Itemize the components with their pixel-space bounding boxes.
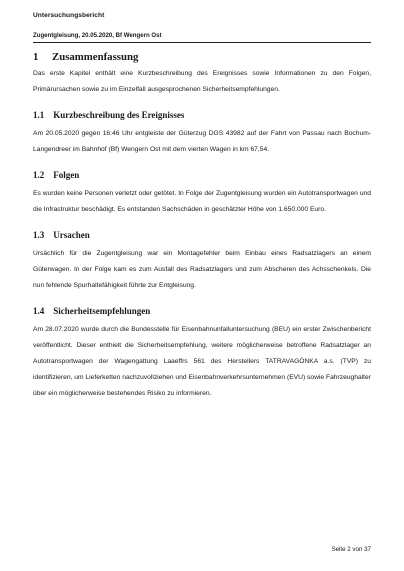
subsection-title: Sicherheitsempfehlungen [53, 306, 151, 316]
subsection-number: 1.2 [33, 170, 45, 180]
section-title: Zusammenfassung [52, 51, 139, 63]
header-divider [33, 42, 371, 43]
subsection-heading-1-4 [33, 304, 371, 319]
subsection-number: 1.4 [33, 306, 45, 316]
subsection-paragraph: Am 28.07.2020 wurde durch die Bundesstelle für Eisenbahnunfalluntersuchung (BEU) ein erster Zwischenbericht veröffentlicht. Dieser enthielt die Sicherheitsempfehlung, weitere möglicherweise betroffene Radsatzlager an Autotransportwagen der Wagengattung Laaeffrs 561 des Herstellers TATRAVAGÓNKA a.s. (TVP) zu identifizieren, um Lieferketten nachzuvollziehen und Eisenbahnverkehrsunternehmen (EVU) sowie Fahrzeughalter über ein möglicherweise bestehendes Risiko zu informieren. [33, 326, 371, 397]
section-paragraph: Das erste Kapitel enthält eine Kurzbeschreibung des Ereignisses sowie Informationen zu den Folgen, Primärursachen sowie zu im Einzelfall ausgesprochenen Sicherheitsempfehlungen. [33, 70, 371, 93]
subsection-heading-1-2 [33, 168, 371, 183]
section-number: 1 [33, 51, 39, 63]
report-subtitle: Zugentgleisung, 20.05.2020, Bf Wengern Ost [33, 32, 162, 39]
subsection-number: 1.1 [33, 110, 45, 120]
subsection-title: Folgen [53, 170, 80, 180]
subsection-number: 1.3 [33, 230, 45, 240]
section-heading-1 [33, 48, 371, 66]
subsection-title: Ursachen [53, 230, 90, 240]
page-number: Seite 2 von 37 [331, 546, 371, 553]
report-type: Untersuchungsbericht [33, 12, 105, 19]
document-body [33, 48, 371, 402]
subsection-title: Kurzbeschreibung des Ereignisses [53, 110, 185, 120]
subsection-paragraph: Es wurden keine Personen verletzt oder getötet. In Folge der Zugentgleisung wurden ein Autotransportwagen und die Infrastruktur beschädigt. Es entstanden Sachschäden in geschätzter Höhe von 1.650.000 Euro. [33, 190, 371, 213]
subsection-paragraph: Am 20.05.2020 gegen 16:46 Uhr entgleiste der Güterzug DGS 43982 auf der Fahrt von Passau nach Bochum-Langendreer im Bahnhof (Bf) Wengern Ost mit dem vierten Wagen in km 67,54. [33, 130, 371, 153]
subsection-heading-1-3 [33, 228, 371, 243]
subsection-heading-1-1 [33, 108, 371, 123]
subsection-paragraph: Ursächlich für die Zugentgleisung war ein Montagefehler beim Einbau eines Radsatzlagers an einem Güterwagen. In der Folge kam es zum Ausfall des Radsatzlagers und zum Abscheren des Achsschenkels. Die nun fehlende Spurhaltefähigkeit führte zur Entgleisung. [33, 250, 371, 289]
